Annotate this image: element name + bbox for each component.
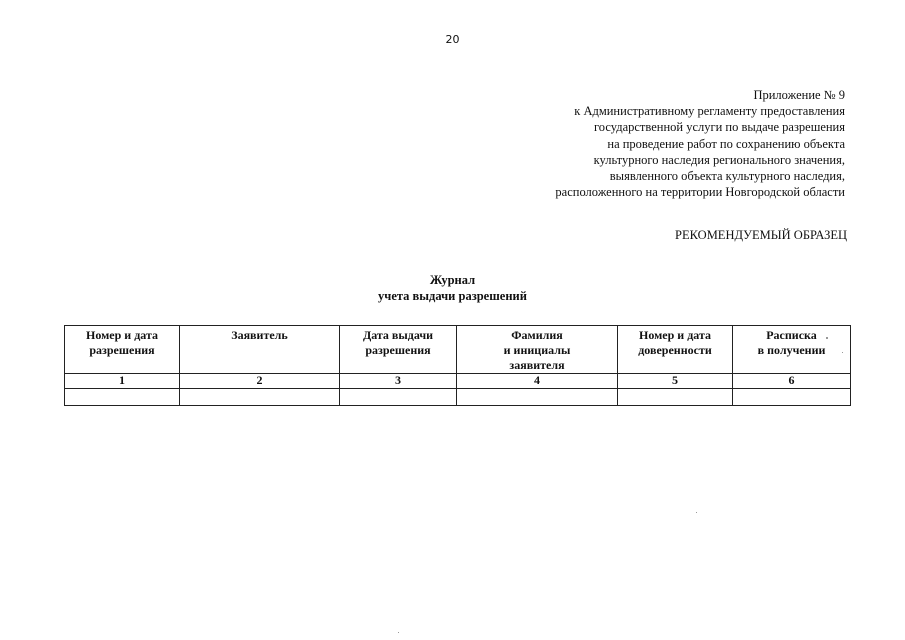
header-line: заявителя bbox=[509, 358, 565, 372]
empty-cell bbox=[340, 389, 457, 406]
appendix-line: государственной услуги по выдаче разрешения bbox=[593, 120, 845, 135]
header-line: Номер и дата bbox=[639, 328, 711, 342]
header-line: Фамилия bbox=[511, 328, 563, 342]
journal-table bbox=[64, 325, 851, 406]
header-line: Расписка bbox=[766, 328, 817, 342]
header-line: доверенности bbox=[638, 343, 712, 357]
table-header-row bbox=[65, 326, 851, 374]
journal-title: Журнал bbox=[429, 273, 476, 287]
appendix-line: расположенного на территории Новгородской области bbox=[555, 185, 845, 200]
appendix-line: Приложение № 9 bbox=[753, 88, 845, 102]
column-number: 3 bbox=[340, 374, 457, 389]
column-header-receipt bbox=[733, 326, 851, 374]
appendix-line: выявленного объекта культурного наследия, bbox=[609, 169, 845, 184]
column-number: 2 bbox=[180, 374, 340, 389]
column-header-issue-date bbox=[340, 326, 457, 374]
empty-cell bbox=[65, 389, 180, 406]
empty-cell bbox=[733, 389, 851, 406]
header-line: разрешения bbox=[365, 343, 431, 357]
scan-speck bbox=[398, 632, 399, 633]
appendix-line: к Административному регламенту предоставления bbox=[574, 104, 845, 119]
appendix-block bbox=[555, 87, 845, 200]
journal-heading bbox=[0, 272, 905, 304]
column-number: 5 bbox=[618, 374, 733, 389]
journal-subtitle: учета выдачи разрешений bbox=[378, 289, 527, 303]
header-line: Дата выдачи bbox=[362, 328, 434, 342]
header-line: в получении bbox=[757, 343, 826, 357]
scan-speck bbox=[826, 337, 828, 339]
column-number: 1 bbox=[65, 374, 180, 389]
header-line: Номер и дата bbox=[86, 328, 158, 342]
header-line: и инициалы bbox=[503, 343, 571, 357]
appendix-line: на проведение работ по сохранению объекта bbox=[607, 136, 845, 151]
empty-cell bbox=[457, 389, 618, 406]
table-row bbox=[65, 389, 851, 406]
page-number: 20 bbox=[445, 33, 460, 46]
scan-speck bbox=[842, 352, 843, 353]
column-header-proxy-number bbox=[618, 326, 733, 374]
empty-cell bbox=[618, 389, 733, 406]
appendix-line: культурного наследия регионального значения, bbox=[593, 152, 845, 167]
sample-label: РЕКОМЕНДУЕМЫЙ ОБРАЗЕЦ bbox=[675, 228, 847, 242]
header-line: разрешения bbox=[89, 343, 155, 357]
scan-speck bbox=[696, 512, 697, 513]
empty-cell bbox=[180, 389, 340, 406]
column-number: 6 bbox=[733, 374, 851, 389]
column-number-row bbox=[65, 374, 851, 389]
column-header-permit-number bbox=[65, 326, 180, 374]
column-header-applicant-name bbox=[457, 326, 618, 374]
column-header-applicant bbox=[180, 326, 340, 374]
column-number: 4 bbox=[457, 374, 618, 389]
header-line: Заявитель bbox=[231, 328, 288, 342]
